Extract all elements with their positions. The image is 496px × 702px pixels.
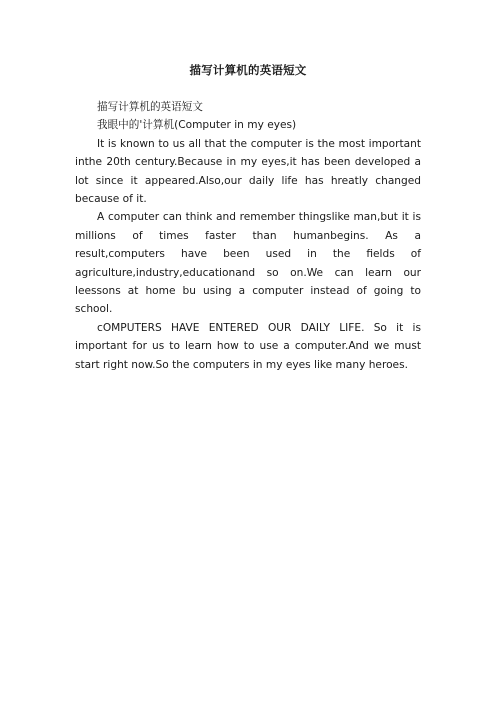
paragraph-heading: 我眼中的'计算机(Computer in my eyes) (97, 119, 297, 132)
paragraph-subtitle: 描写计算机的英语短文 (97, 101, 203, 113)
document-title: 描写计算机的英语短文 (189, 63, 307, 77)
paragraph-body-2: A computer can think and remember thingslike man,but it is millions of times faster than humanbegins. As a result,computers have been used in the fields of agriculture,industry,educationand so on.We can learn our leessons at home bu using a computer instead of going to school. (75, 211, 421, 316)
paragraph-body-3: cOMPUTERS HAVE ENTERED OUR DAILY LIFE. So it is important for us to learn how to use a computer.And we must start right now.So the computers in my eyes like many heroes. (75, 321, 421, 371)
paragraph-body-1: It is known to us all that the computer is the most important inthe 20th century.Because in my eyes,it has been developed a lot since it appeared.Also,our daily life has hreatly changed because of it. (75, 137, 421, 206)
